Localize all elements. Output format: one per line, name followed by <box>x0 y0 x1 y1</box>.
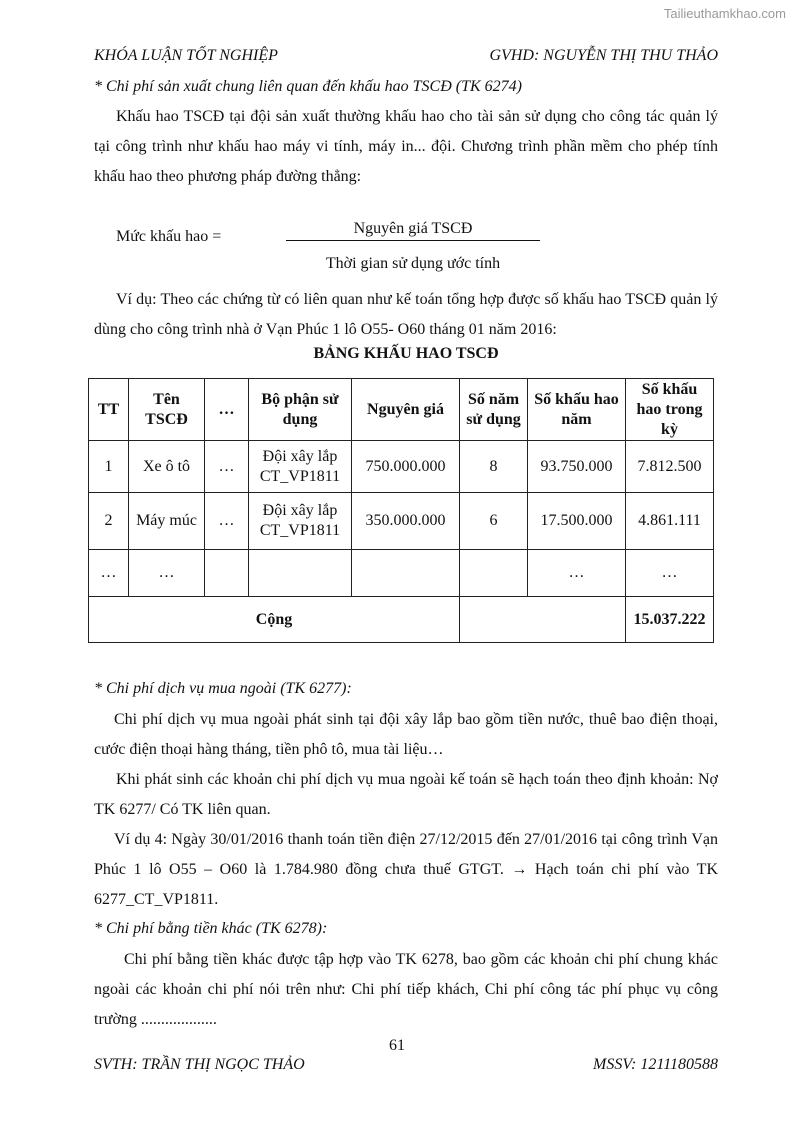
table-total-row <box>89 597 714 643</box>
table-row <box>89 441 714 493</box>
cell: … <box>89 550 129 597</box>
total-empty-cell <box>460 597 626 643</box>
table-row <box>89 550 714 597</box>
cell <box>460 550 528 597</box>
formula-denominator: Thời gian sử dụng ước tính <box>325 255 501 272</box>
cell: Đội xây lắp CT_VP1811 <box>249 493 352 550</box>
cell: 350.000.000 <box>352 493 460 550</box>
cell: … <box>205 493 249 550</box>
section-depreciation-title: * Chi phí sản xuất chung liên quan đến khấu hao TSCĐ (TK 6274) <box>94 78 522 95</box>
header-cell: Số năm sử dụng <box>460 379 528 441</box>
depreciation-table <box>88 378 714 643</box>
paragraph-services: Chi phí dịch vụ mua ngoài phát sinh tại đội xây lắp bao gồm tiền nước, thuê bao điện thoại, cước điện thoại hàng tháng, tiền phô tô, mua tài liệu… <box>94 711 718 758</box>
cell: … <box>528 550 626 597</box>
header-cell: Bộ phận sử dụng <box>249 379 352 441</box>
total-label: Cộng <box>89 597 460 643</box>
paragraph-other: Chi phí bằng tiền khác được tập hợp vào TK 6278, bao gồm các khoản chi phí chung khác ngoài các khoản chi phí nói trên như: Chi phí tiếp khách, Chi phí công tác phí phục vụ công trường ................... <box>94 951 718 1028</box>
cell: Đội xây lắp CT_VP1811 <box>249 441 352 493</box>
table-title: BẢNG KHẤU HAO TSCĐ <box>313 345 499 362</box>
header-cell: Tên TSCĐ <box>129 379 205 441</box>
formula-label: Mức khấu hao = <box>116 228 222 245</box>
cell <box>352 550 460 597</box>
footer-left: SVTH: TRẦN THỊ NGỌC THẢO <box>94 1056 305 1073</box>
paragraph-example: Ví dụ: Theo các chứng từ có liên quan như kế toán tổng hợp được số khấu hao TSCĐ quản lý dùng cho công trình nhà ở Vạn Phúc 1 lô O55- O60 tháng 01 năm 2016: <box>94 291 718 338</box>
paragraph-accounting: Khi phát sinh các khoản chi phí dịch vụ mua ngoài kế toán sẽ hạch toán theo định khoản: Nợ TK 6277/ Có TK liên quan. <box>94 771 718 818</box>
cell <box>249 550 352 597</box>
cell: … <box>129 550 205 597</box>
cell: 17.500.000 <box>528 493 626 550</box>
footer-right: MSSV: 1211180588 <box>592 1056 718 1073</box>
section-other-title: * Chi phí bằng tiền khác (TK 6278): <box>94 920 328 937</box>
paragraph-example-4: Ví dụ 4: Ngày 30/01/2016 thanh toán tiền điện 27/12/2015 đến 27/01/2016 tại công trình Vạn Phúc 1 lô O55 – O60 là 1.784.980 đồng chưa thuế GTGT. → Hạch toán chi phí vào TK 6277_CT_VP1811. <box>94 831 718 908</box>
cell: 1 <box>89 441 129 493</box>
section-services-title: * Chi phí dịch vụ mua ngoài (TK 6277): <box>94 680 352 697</box>
total-value: 15.037.222 <box>626 597 714 643</box>
cell: 93.750.000 <box>528 441 626 493</box>
cell: 8 <box>460 441 528 493</box>
page-header <box>94 47 718 65</box>
watermark: Tailieuthamkhao.com <box>663 6 786 21</box>
header-cell: Nguyên giá <box>352 379 460 441</box>
header-cell: TT <box>89 379 129 441</box>
cell <box>205 550 249 597</box>
cell: 7.812.500 <box>626 441 714 493</box>
header-cell: … <box>205 379 249 441</box>
cell: 2 <box>89 493 129 550</box>
header-right: GVHD: NGUYỄN THỊ THU THẢO <box>489 47 718 64</box>
cell: Máy múc <box>129 493 205 550</box>
cell: 6 <box>460 493 528 550</box>
paragraph-depreciation: Khấu hao TSCĐ tại đội sản xuất thường khấu hao cho tài sản sử dụng cho công tác quản lý tại công trình như khấu hao máy vi tính, máy in... đội. Chương trình phần mềm cho phép tính khấu hao theo phương pháp đường thẳng: <box>94 108 718 185</box>
table-header-row <box>89 379 714 441</box>
cell: … <box>205 441 249 493</box>
page-footer <box>94 1056 718 1074</box>
cell: 750.000.000 <box>352 441 460 493</box>
cell: Xe ô tô <box>129 441 205 493</box>
table-row <box>89 493 714 550</box>
page-number: 61 <box>389 1037 405 1054</box>
header-cell: Số khấu hao trong kỳ <box>626 379 714 441</box>
cell: … <box>626 550 714 597</box>
header-left: KHÓA LUẬN TỐT NGHIỆP <box>94 47 278 64</box>
formula-numerator: Nguyên giá TSCĐ <box>286 220 540 241</box>
header-cell: Số khấu hao năm <box>528 379 626 441</box>
cell: 4.861.111 <box>626 493 714 550</box>
